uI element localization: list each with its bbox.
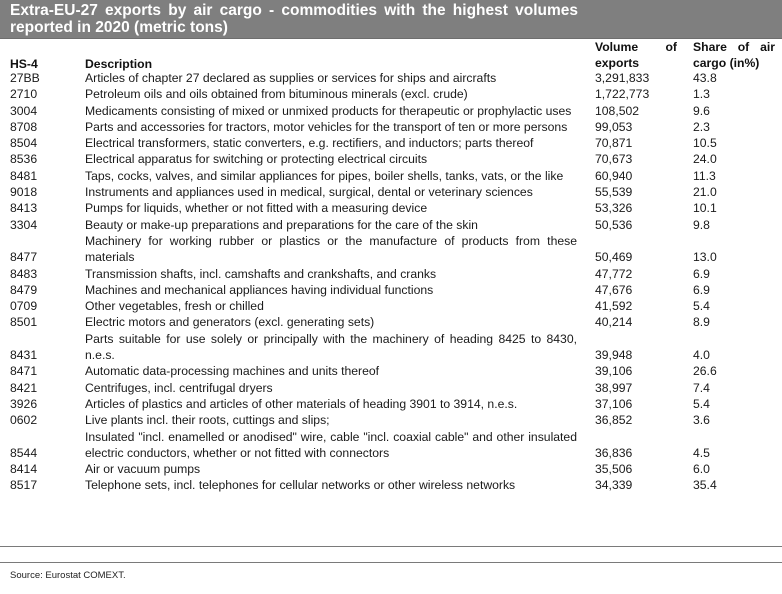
cell-share: 9.8 bbox=[693, 217, 710, 232]
cell-hs4: 3304 bbox=[10, 217, 38, 232]
cell-description: Telephone sets, incl. telephones for cellular networks or other wireless networks bbox=[85, 478, 516, 493]
cell-hs4: 8421 bbox=[10, 380, 38, 395]
cell-volume: 55,539 bbox=[595, 185, 633, 200]
cell-volume: 35,506 bbox=[595, 462, 633, 477]
cell-description: Insulated "incl. enamelled or anodised" wire, cable "incl. coaxial cable" and other insulated electric conductors, whether or not fitted with connectors bbox=[85, 429, 577, 460]
title-bar bbox=[0, 0, 782, 39]
table-bottom-rule bbox=[0, 546, 782, 547]
cell-description: Centrifuges, incl. centrifugal dryers bbox=[85, 380, 273, 395]
cell-hs4: 0709 bbox=[10, 299, 38, 314]
cell-description: Automatic data-processing machines and units thereof bbox=[85, 364, 380, 379]
column-header-volume-line2: exports bbox=[595, 56, 640, 70]
cell-share: 6.9 bbox=[693, 266, 710, 281]
cell-share: 8.9 bbox=[693, 315, 710, 330]
cell-share: 2.3 bbox=[693, 119, 710, 134]
table-row bbox=[0, 217, 782, 233]
cell-description: Petroleum oils and oils obtained from bituminous minerals (excl. crude) bbox=[85, 87, 468, 102]
table-row bbox=[0, 184, 782, 200]
cell-hs4: 8413 bbox=[10, 201, 38, 216]
column-header-share-line1: Share of air bbox=[693, 40, 775, 54]
table-row bbox=[0, 151, 782, 167]
cell-hs4: 8479 bbox=[10, 282, 38, 297]
cell-description: Articles of plastics and articles of other materials of heading 3901 to 3914, n.e.s. bbox=[85, 396, 518, 411]
table-row bbox=[0, 103, 782, 119]
table-row bbox=[0, 70, 782, 86]
cell-description: Articles of chapter 27 declared as supplies or services for ships and aircrafts bbox=[85, 71, 497, 85]
cell-description: Air or vacuum pumps bbox=[85, 462, 201, 477]
cell-volume: 40,214 bbox=[595, 315, 633, 330]
cell-hs4: 8544 bbox=[10, 445, 38, 460]
cell-hs4: 8517 bbox=[10, 478, 38, 493]
cell-share: 9.6 bbox=[693, 103, 710, 118]
table-row bbox=[0, 461, 782, 477]
column-header-description: Description bbox=[85, 57, 153, 71]
cell-volume: 53,326 bbox=[595, 201, 633, 216]
source-note: Source: Eurostat COMEXT. bbox=[10, 570, 126, 581]
cell-volume: 37,106 bbox=[595, 396, 633, 411]
cell-description: Beauty or make-up preparations and preparations for the care of the skin bbox=[85, 217, 478, 232]
table-row bbox=[0, 119, 782, 135]
cell-share: 5.4 bbox=[693, 396, 710, 411]
cell-volume: 70,673 bbox=[595, 152, 633, 167]
cell-hs4: 8483 bbox=[10, 266, 38, 281]
cell-share: 3.6 bbox=[693, 413, 710, 428]
table-row bbox=[0, 412, 782, 428]
cell-share: 21.0 bbox=[693, 185, 717, 200]
cell-hs4: 8481 bbox=[10, 168, 38, 183]
cell-volume: 41,592 bbox=[595, 299, 633, 314]
cell-volume: 34,339 bbox=[595, 478, 633, 493]
cell-hs4: 8414 bbox=[10, 462, 38, 477]
table-row bbox=[0, 282, 782, 298]
cell-share: 11.3 bbox=[693, 168, 716, 183]
table-row bbox=[0, 477, 782, 493]
cell-hs4: 3004 bbox=[10, 103, 38, 118]
cell-hs4: 8504 bbox=[10, 136, 38, 151]
cell-description: Machinery for working rubber or plastics or the manufacture of products from these materials bbox=[85, 233, 577, 265]
column-header-share-line2: cargo (in%) bbox=[693, 56, 760, 70]
cell-share: 1.3 bbox=[693, 87, 710, 102]
cell-hs4: 8536 bbox=[10, 152, 38, 167]
table-row bbox=[0, 396, 782, 412]
cell-share: 35.4 bbox=[693, 478, 717, 493]
cell-description: Transmission shafts, incl. camshafts and crankshafts, and cranks bbox=[85, 266, 437, 281]
cell-hs4: 9018 bbox=[10, 185, 38, 200]
cell-volume: 38,997 bbox=[595, 380, 633, 395]
cell-volume: 50,536 bbox=[595, 217, 633, 232]
cell-share: 7.4 bbox=[693, 380, 710, 395]
cell-hs4: 2710 bbox=[10, 87, 38, 102]
cell-description: Other vegetables, fresh or chilled bbox=[85, 299, 264, 314]
cell-volume: 60,940 bbox=[595, 168, 633, 183]
cell-hs4: 3926 bbox=[10, 396, 38, 411]
cell-hs4: 8708 bbox=[10, 119, 38, 134]
table-row bbox=[0, 168, 782, 184]
cell-description: Instruments and appliances used in medical, surgical, dental or veterinary sciences bbox=[85, 185, 533, 200]
cell-volume: 70,871 bbox=[595, 136, 633, 151]
cell-hs4: 8431 bbox=[10, 348, 38, 363]
table-row bbox=[0, 86, 782, 102]
cell-description: Electrical transformers, static converters, e.g. rectifiers, and inductors; parts thereof bbox=[85, 136, 534, 151]
cell-share: 6.9 bbox=[693, 282, 710, 297]
cell-volume: 39,948 bbox=[595, 348, 633, 363]
column-header-hs4: HS-4 bbox=[10, 57, 38, 71]
table-row bbox=[0, 331, 782, 364]
cell-description: Machines and mechanical appliances having individual functions bbox=[85, 282, 434, 297]
cell-hs4: 27BB bbox=[10, 71, 40, 85]
cell-description: Electrical apparatus for switching or protecting electrical circuits bbox=[85, 152, 428, 167]
table-row bbox=[0, 233, 782, 266]
table-row bbox=[0, 200, 782, 216]
table-row bbox=[0, 266, 782, 282]
cell-volume: 36,852 bbox=[595, 413, 633, 428]
cell-volume: 3,291,833 bbox=[595, 71, 650, 85]
table-body bbox=[0, 70, 782, 494]
cell-hs4: 0602 bbox=[10, 413, 38, 428]
cell-volume: 47,676 bbox=[595, 282, 633, 297]
cell-description: Electric motors and generators (excl. generating sets) bbox=[85, 315, 375, 330]
cell-volume: 36,836 bbox=[595, 445, 633, 460]
cell-share: 10.5 bbox=[693, 136, 717, 151]
cell-volume: 108,502 bbox=[595, 103, 640, 118]
footer-rule bbox=[0, 562, 782, 563]
cell-share: 4.5 bbox=[693, 445, 710, 460]
cell-share: 24.0 bbox=[693, 152, 717, 167]
table-row bbox=[0, 135, 782, 151]
cell-volume: 99,053 bbox=[595, 119, 633, 134]
cell-share: 26.6 bbox=[693, 364, 717, 379]
column-header-volume-line1: Volume of bbox=[595, 40, 677, 54]
cell-share: 6.0 bbox=[693, 462, 710, 477]
cell-description: Pumps for liquids, whether or not fitted with a measuring device bbox=[85, 201, 428, 216]
cell-volume: 47,772 bbox=[595, 266, 633, 281]
table-row bbox=[0, 429, 782, 462]
cell-volume: 50,469 bbox=[595, 250, 633, 265]
cell-description: Taps, cocks, valves, and similar appliances for pipes, boiler shells, tanks, vats, or the like bbox=[85, 168, 564, 183]
cell-share: 5.4 bbox=[693, 299, 710, 314]
cell-volume: 1,722,773 bbox=[595, 87, 650, 102]
cell-share: 10.1 bbox=[693, 201, 717, 216]
table-row bbox=[0, 380, 782, 396]
cell-share: 43.8 bbox=[693, 71, 717, 85]
cell-share: 4.0 bbox=[693, 348, 710, 363]
cell-hs4: 8501 bbox=[10, 315, 38, 330]
column-header-volume bbox=[595, 39, 677, 71]
cell-share: 13.0 bbox=[693, 250, 717, 265]
cell-hs4: 8471 bbox=[10, 364, 38, 379]
table-row bbox=[0, 363, 782, 379]
table-row bbox=[0, 314, 782, 330]
table-title: Extra-EU-27 exports by air cargo - commodities with the highest volumes reported in 2020 (metric tons) bbox=[10, 2, 578, 36]
table-row bbox=[0, 298, 782, 314]
cell-volume: 39,106 bbox=[595, 364, 633, 379]
cell-description: Parts suitable for use solely or principally with the machinery of heading 8425 to 8430, n.e.s. bbox=[85, 331, 577, 363]
cell-description: Parts and accessories for tractors, motor vehicles for the transport of ten or more persons bbox=[85, 119, 568, 134]
cell-description: Medicaments consisting of mixed or unmixed products for therapeutic or prophylactic uses bbox=[85, 103, 572, 118]
column-header-share bbox=[693, 39, 775, 71]
cell-hs4: 8477 bbox=[10, 250, 38, 265]
cell-description: Live plants incl. their roots, cuttings and slips; bbox=[85, 413, 330, 428]
